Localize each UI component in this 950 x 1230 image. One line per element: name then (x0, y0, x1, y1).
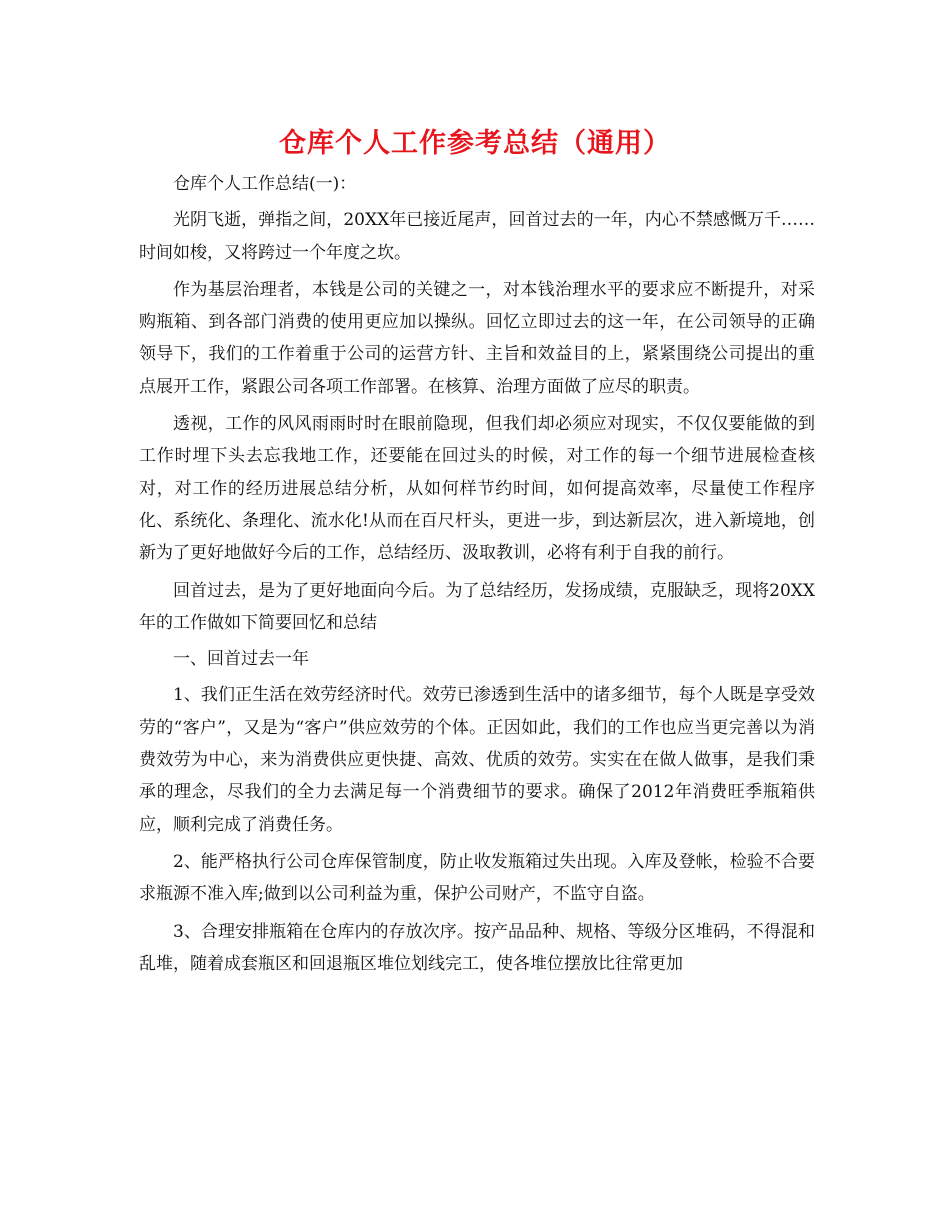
paragraph: 作为基层治理者，本钱是公司的关键之一，对本钱治理水平的要求应不断提升，对采购瓶箱、到各部门消费的使用更应加以操纵。回忆立即过去的这一年，在公司领导的正确领导下，我们的工作着重于公司的运营方针、主旨和效益目的上，紧紧围绕公司提出的重点展开工作，紧跟公司各项工作部署。在核算、治理方面做了应尽的职责。 (139, 279, 815, 397)
paragraph: 3、合理安排瓶箱在仓库内的存放次序。按产品品种、规格、等级分区堆码，不得混和乱堆，随着成套瓶区和回退瓶区堆位划线完工，使各堆位摆放比往常更加 (139, 921, 815, 974)
paragraph: 2、能严格执行公司仓库保管制度，防止收发瓶箱过失出现。入库及登帐，检验不合要求瓶源不准入库;做到以公司利益为重，保护公司财产，不监守自盗。 (139, 851, 815, 905)
document-body (139, 168, 815, 980)
paragraph: 1、我们正生活在效劳经济时代。效劳已渗透到生活中的诸多细节，每个人既是享受效劳的“客户”，又是为“客户”供应效劳的个体。正因如此，我们的工作也应当更完善以为消费效劳为中心，来为消费供应更快捷、高效、优质的效劳。实实在在做人做事，是我们秉承的理念，尽我们的全力去满足每一个消费细节的要求。确保了2012年消费旺季瓶箱供应，顺利完成了消费任务。 (139, 685, 815, 835)
document-title: 仓库个人工作参考总结（通用） (279, 128, 671, 159)
paragraph: 光阴飞逝，弹指之间，20XX年已接近尾声，回首过去的一年，内心不禁感慨万千……时间如梭，又将跨过一个年度之坎。 (139, 210, 815, 263)
paragraph: 透视，工作的风风雨雨时时在眼前隐现，但我们却必须应对现实，不仅仅要能做的到工作时埋下头去忘我地工作，还要能在回过头的时候，对工作的每一个细节进展检查核对，对工作的经历进展总结分析，从如何样节约时间，如何提高效率，尽量使工作程序化、系统化、条理化、流水化!从而在百尺杆头，更进一步，到达新层次，进入新境地，创新为了更好地做好今后的工作，总结经历、汲取教训，必将有利于自我的前行。 (139, 414, 815, 564)
paragraph: 回首过去，是为了更好地面向今后。为了总结经历，发扬成绩，克服缺乏，现将20XX年的工作做如下简要回忆和总结 (139, 580, 815, 633)
paragraph: 仓库个人工作总结(一)： (173, 174, 357, 194)
section-heading: 一、回首过去一年 (173, 649, 309, 670)
